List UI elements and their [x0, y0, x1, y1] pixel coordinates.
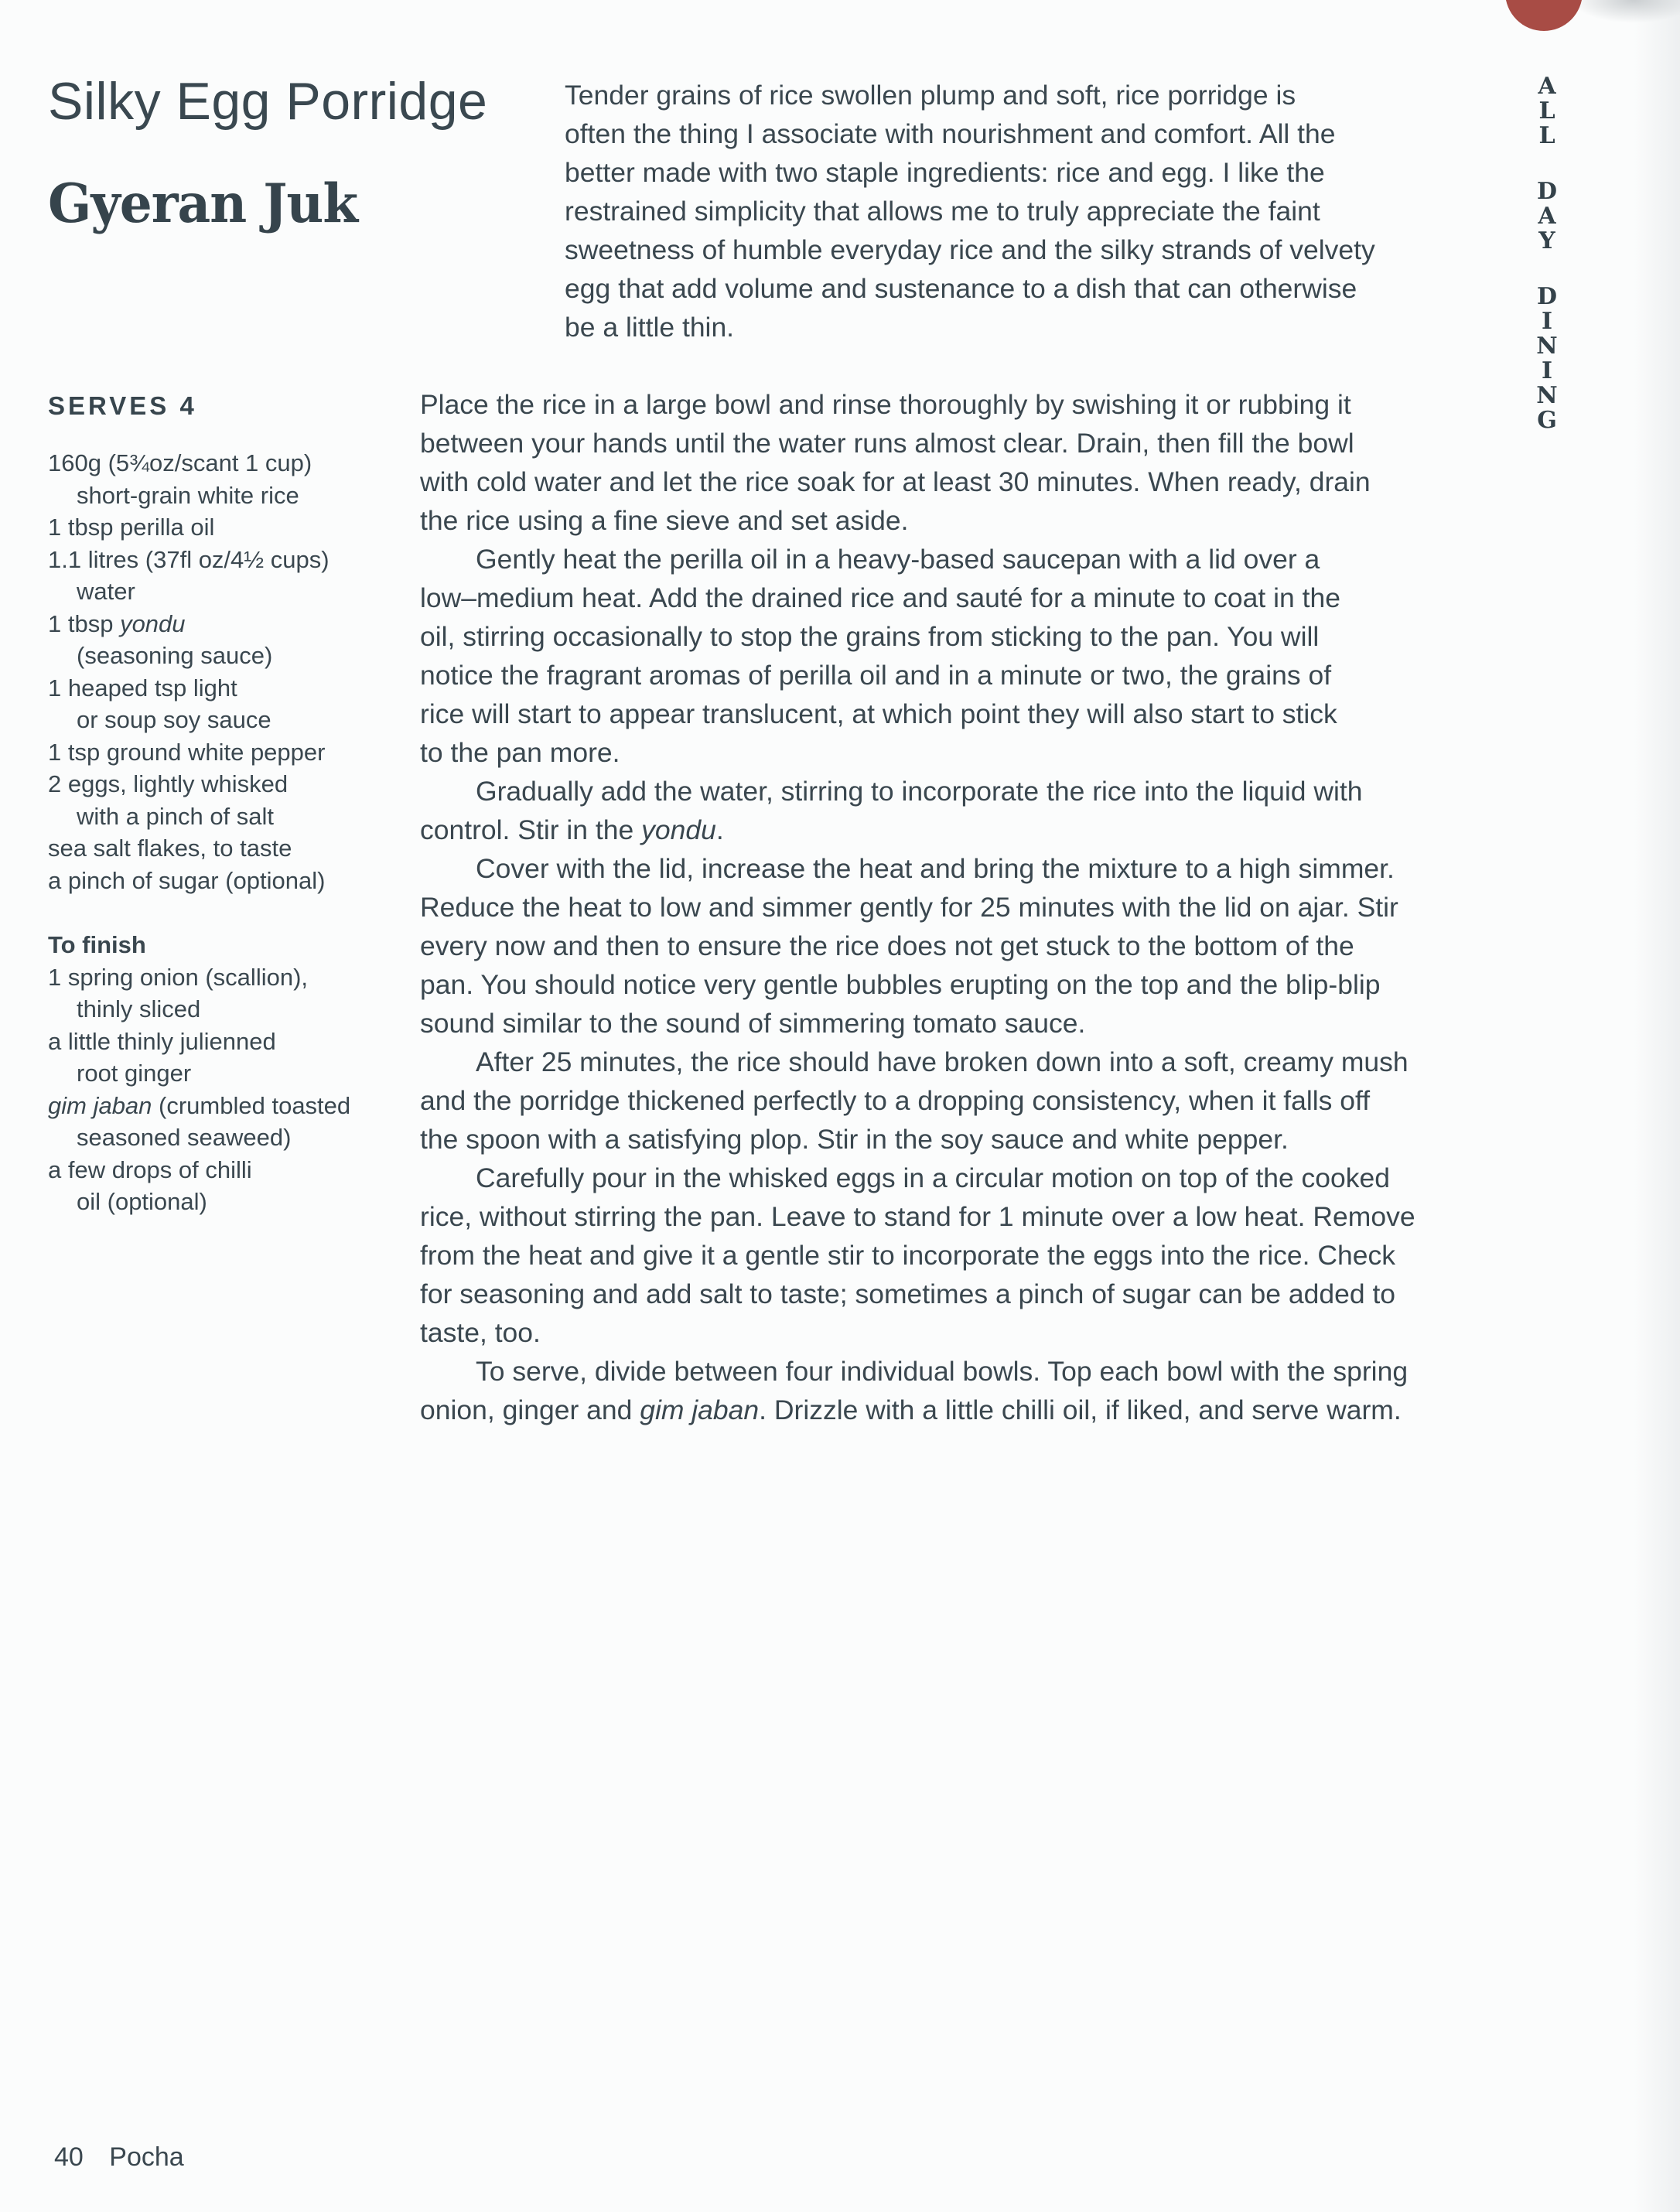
method-line: oil, stirring occasionally to stop the grains from sticking to the pan. You will — [420, 621, 1320, 652]
book-title: Pocha — [109, 2142, 184, 2172]
label-letter: Y — [1538, 227, 1555, 254]
method-line: After 25 minutes, the rice should have broken down into a soft, creamy mush — [476, 1046, 1409, 1077]
label-letter: D — [1536, 178, 1557, 205]
ingredient-item: 160g (5¾oz/scant 1 cup) — [48, 449, 312, 476]
method-line: Carefully pour in the whisked eggs in a circular motion on top of the cooked — [476, 1162, 1391, 1193]
ingredient-item: sea salt flakes, to taste — [48, 835, 292, 862]
ingredients-list — [48, 447, 404, 1218]
ingredient-item: 1 tsp ground white pepper — [48, 738, 326, 766]
method-line: To serve, divide between four individual bowls. Top each bowl with the spring — [476, 1356, 1409, 1387]
ingredient-item: 1.1 litres (37fl oz/4½ cups) — [48, 545, 330, 573]
finish-ingredient-item: seasoned seaweed) — [77, 1124, 292, 1151]
method-line: between your hands until the water runs almost clear. Drain, then fill the bowl — [420, 428, 1354, 459]
ingredient-item: with a pinch of salt — [77, 802, 275, 830]
method-line: the rice using a fine sieve and set aside. — [420, 505, 909, 536]
finish-ingredient-item: 1 spring onion (scallion), — [48, 963, 309, 991]
label-letter: N — [1536, 382, 1558, 409]
label-letter: A — [1538, 203, 1556, 230]
method-line: rice will start to appear translucent, at which point they will also start to stick — [420, 698, 1337, 729]
method-line: low–medium heat. Add the drained rice and sauté for a minute to coat in the — [420, 582, 1340, 613]
page-number: 40 — [54, 2142, 84, 2172]
italic-term: gim jaban — [640, 1394, 760, 1425]
method-line: from the heat and give it a gentle stir to incorporate the eggs into the rice. Check — [420, 1240, 1395, 1271]
section-label-vertical — [1531, 74, 1562, 433]
ingredient-item: a pinch of sugar (optional) — [48, 866, 326, 894]
ingredient-item: 2 eggs, lightly whisked — [48, 770, 289, 797]
recipe-intro — [565, 76, 1477, 346]
label-letter: L — [1538, 97, 1555, 125]
italic-term: yondu — [120, 609, 186, 637]
label-letter: L — [1538, 122, 1555, 149]
label-word-gap — [1531, 254, 1562, 285]
italic-term: gim jaban — [48, 1091, 152, 1119]
label-letter: I — [1541, 357, 1553, 384]
method-line: Place the rice in a large bowl and rinse thoroughly by swishing it or rubbing it — [420, 389, 1351, 420]
finish-ingredient-item: oil (optional) — [77, 1188, 207, 1215]
method-line: Gently heat the perilla oil in a heavy-based saucepan with a lid over a — [476, 544, 1320, 575]
intro-line: sweetness of humble everyday rice and the silky strands of velvety — [565, 234, 1375, 265]
finish-ingredient-item: a little thinly julienned — [48, 1027, 276, 1055]
method-line: for seasoning and add salt to taste; sometimes a pinch of sugar can be added to — [420, 1278, 1396, 1309]
recipe-title: Silky Egg Porridge — [48, 72, 488, 131]
method-line: control. Stir in the yondu. — [420, 814, 724, 845]
method-line: and the porridge thickened perfectly to a dropping consistency, when it falls off — [420, 1085, 1371, 1116]
ingredient-item: 1 tbsp perilla oil — [48, 514, 215, 541]
ingredient-section-gap — [48, 896, 404, 929]
page-edge-shadow — [1634, 0, 1680, 2212]
method-line: with cold water and let the rice soak for at least 30 minutes. When ready, drain — [420, 466, 1371, 497]
recipe-korean-name: Gyeran Juk — [48, 172, 358, 235]
serves-label: SERVES 4 — [48, 391, 197, 420]
ingredient-item: short-grain white rice — [77, 481, 299, 509]
label-letter: A — [1538, 73, 1556, 100]
ingredient-item: (seasoning sauce) — [77, 642, 273, 669]
intro-line: better made with two staple ingredients: rice and egg. I like the — [565, 157, 1325, 188]
method-line: Gradually add the water, stirring to incorporate the rice into the liquid with — [476, 776, 1363, 807]
method-line: notice the fragrant aromas of perilla oil and in a minute or two, the grains of — [420, 660, 1332, 691]
method-line: to the pan more. — [420, 737, 620, 768]
label-letter: D — [1536, 283, 1557, 310]
finish-ingredient-item: thinly sliced — [77, 995, 201, 1022]
ingredient-item: 1 tbsp yondu — [48, 609, 186, 637]
method-line: pan. You should notice very gentle bubbles erupting on the top and the blip-blip — [420, 969, 1381, 1000]
intro-line: often the thing I associate with nourishment and comfort. All the — [565, 118, 1336, 149]
method-line: every now and then to ensure the rice does not get stuck to the bottom of the — [420, 930, 1354, 961]
method-line: Reduce the heat to low and simmer gently for 25 minutes with the lid on ajar. Stir — [420, 892, 1398, 923]
to-finish-heading: To finish — [48, 931, 146, 958]
label-word-gap — [1531, 148, 1562, 179]
method-line: rice, without stirring the pan. Leave to stand for 1 minute over a low heat. Remove — [420, 1201, 1415, 1232]
ingredient-item: 1 heaped tsp light — [48, 674, 237, 701]
page-footer — [54, 2142, 184, 2173]
ingredient-item: or soup soy sauce — [77, 706, 271, 733]
section-tab-marker — [1505, 0, 1583, 31]
ingredient-item: water — [77, 578, 135, 605]
finish-ingredient-item: root ginger — [77, 1060, 192, 1087]
method-line: sound similar to the sound of simmering tomato sauce. — [420, 1008, 1086, 1039]
method-line: Cover with the lid, increase the heat and bring the mixture to a high simmer. — [476, 853, 1395, 884]
method-line: taste, too. — [420, 1317, 541, 1348]
label-letter: I — [1541, 308, 1553, 335]
method-text — [420, 385, 1503, 1429]
scan-corner-smudge — [1572, 0, 1680, 23]
finish-ingredient-item: a few drops of chilli — [48, 1155, 252, 1183]
label-letter: G — [1537, 407, 1557, 434]
finish-ingredient-item: gim jaban (crumbled toasted — [48, 1091, 351, 1119]
intro-line: egg that add volume and sustenance to a dish that can otherwise — [565, 273, 1357, 304]
intro-line: be a little thin. — [565, 312, 735, 343]
label-letter: N — [1536, 333, 1558, 360]
method-line: onion, ginger and gim jaban. Drizzle with a little chilli oil, if liked, and serve warm. — [420, 1394, 1402, 1425]
intro-line: Tender grains of rice swollen plump and soft, rice porridge is — [565, 80, 1296, 111]
intro-line: restrained simplicity that allows me to truly appreciate the faint — [565, 196, 1320, 227]
italic-term: yondu — [641, 814, 716, 845]
method-line: the spoon with a satisfying plop. Stir in the soy sauce and white pepper. — [420, 1124, 1289, 1155]
